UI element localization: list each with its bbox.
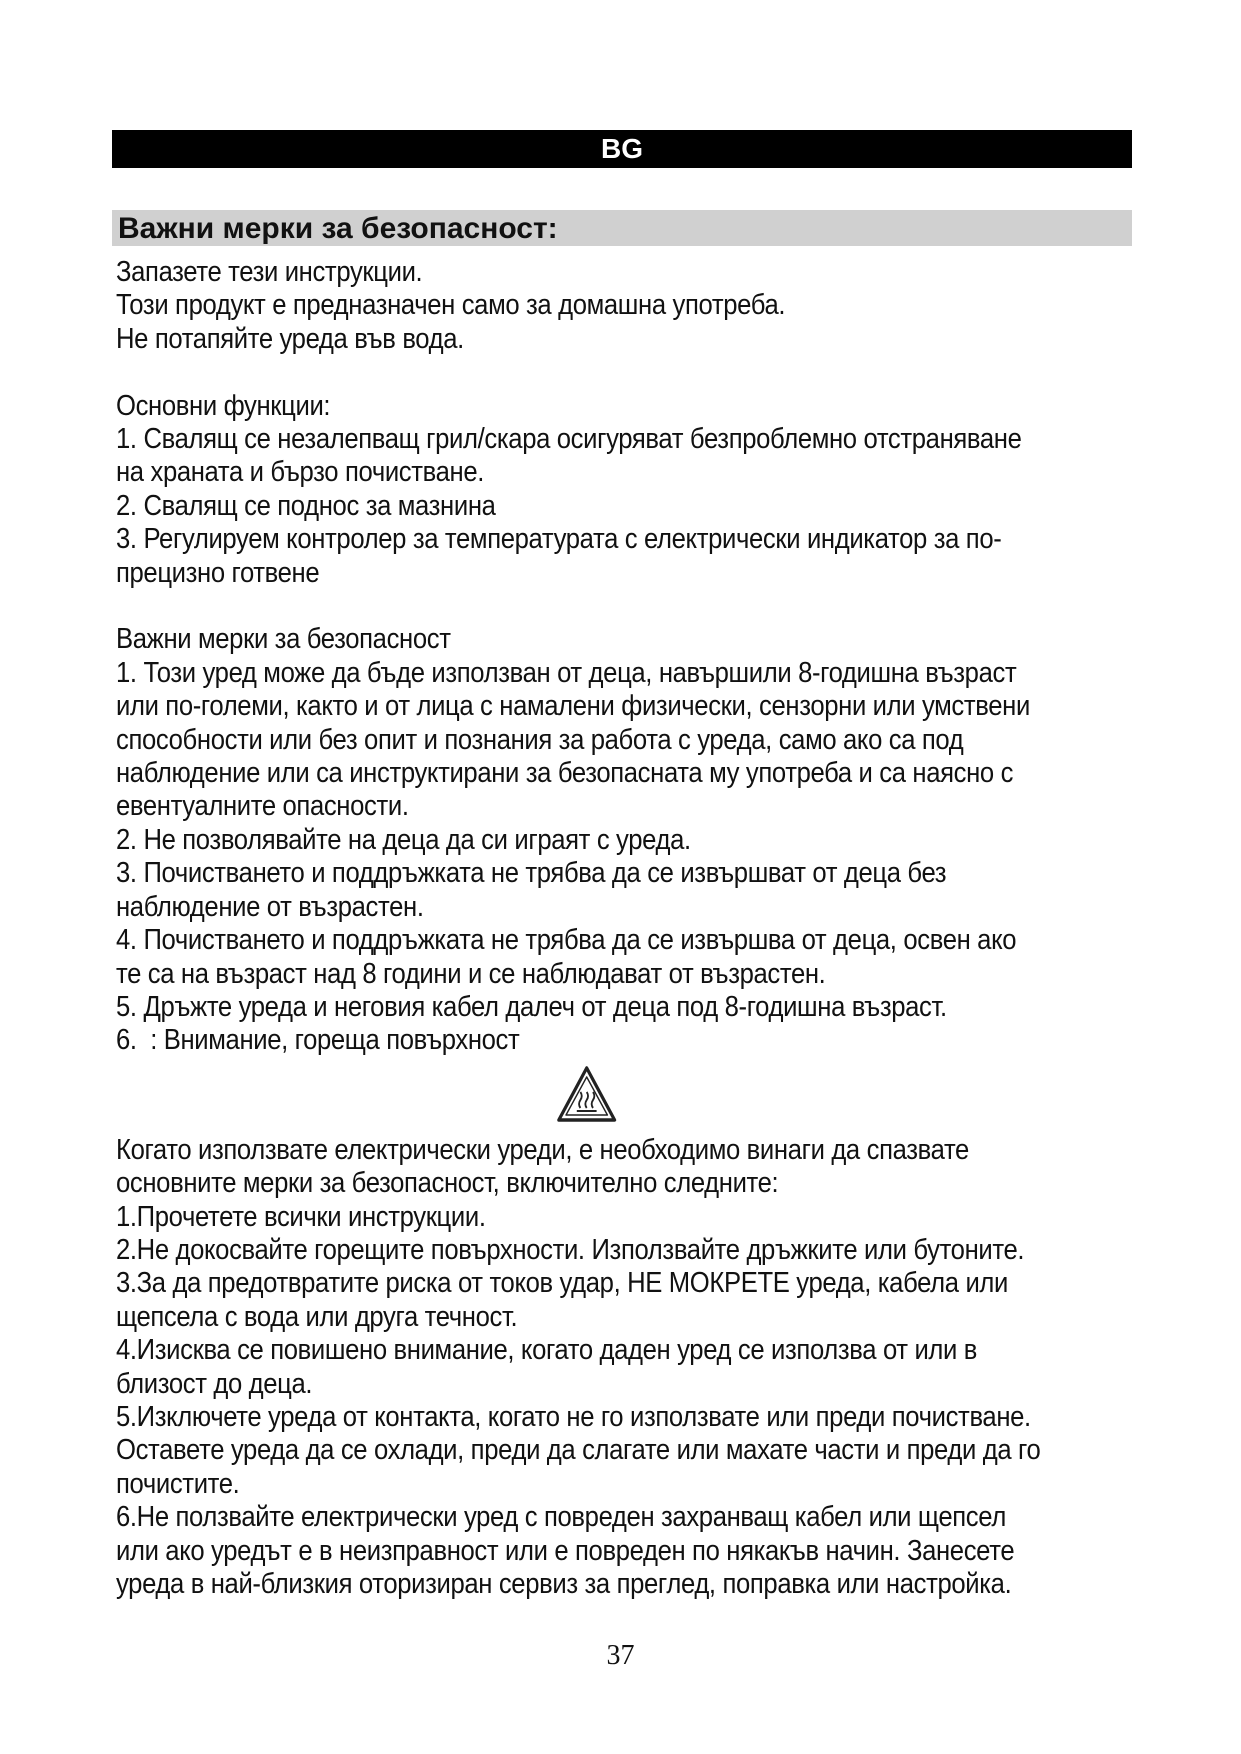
general-item: 2.Не докосвайте горещите повърхности. Използвайте дръжките или бутоните. bbox=[116, 1233, 1025, 1266]
safety-title: Важни мерки за безопасност bbox=[116, 623, 451, 656]
language-header-bar bbox=[112, 130, 1132, 168]
hot-surface-warning-icon bbox=[555, 1064, 618, 1124]
general-item: 5.Изключете уреда от контакта, когато не го използвате или преди почистване. Оставете уреда да се охлади, преди да слагате или махате части и преди да го почистите. bbox=[116, 1400, 1048, 1500]
safety-item: 3. Почистването и поддръжката не трябва да се извършват от деца без наблюдение от възрастен. bbox=[116, 857, 953, 923]
general-item: 1.Прочетете всички инструкции. bbox=[116, 1200, 486, 1233]
functions-title: Основни функции: bbox=[116, 389, 331, 422]
intro-line: Не потапяйте уреда във вода. bbox=[116, 322, 464, 355]
safety-item: 2. Не позволявайте на деца да си играят с уреда. bbox=[116, 823, 691, 856]
section-heading: Важни мерки за безопасност: bbox=[112, 210, 1132, 246]
general-intro: Когато използвате електрически уреди, е необходимо винаги да спазвате основните мерки за безопасност, включително следните: bbox=[116, 1133, 976, 1200]
document-body bbox=[116, 256, 1048, 1601]
safety-item: 5. Дръжте уреда и неговия кабел далеч от деца под 8-годишна възраст. bbox=[116, 990, 947, 1023]
safety-item: 1. Този уред може да бъде използван от деца, навършили 8-годишна възраст или по-големи, както и от лица с намалени физически, сензорни или умствени способности или без опит и познания за работа с уреда, само ако са под наблюдение или са инструктирани за безопасната му употреба и са наясно с евентуалните опасности. bbox=[116, 656, 1037, 823]
functions-item: 1. Свалящ се незалепващ грил/скара осигуряват безпроблемно отстраняване на храната и бързо почистване. bbox=[116, 423, 1029, 489]
general-item: 3.За да предотвратите риска от токов удар, НЕ МОКРЕТЕ уреда, кабела или щепсела с вода или друга течност. bbox=[116, 1267, 1015, 1333]
safety-item: 4. Почистването и поддръжката не трябва да се извършва от деца, освен ако те са на възраст над 8 години и се наблюдават от възрастен. bbox=[116, 924, 1023, 990]
page-number: 37 bbox=[606, 1640, 635, 1671]
intro-line: Този продукт е предназначен само за домашна употреба. bbox=[116, 289, 786, 322]
functions-item: 3. Регулируем контролер за температурата с електрически индикатор за по-прецизно готвене bbox=[116, 523, 1002, 589]
general-item: 4.Изисква се повишено внимание, когато даден уред се използва от или в близост до деца. bbox=[116, 1334, 984, 1400]
intro-line: Запазете тези инструкции. bbox=[116, 256, 423, 288]
general-item: 6.Не ползвайте електрически уред с повреден захранващ кабел или щепсел или ако уредът е в неизправност или е повреден по някакъв начин. Занесете уреда в най-близкия оторизиран сервиз за преглед, поправка или настройка. bbox=[116, 1501, 1022, 1600]
functions-item: 2. Свалящ се поднос за мазнина bbox=[116, 489, 496, 522]
safety-item: 6. : Внимание, гореща повърхност bbox=[116, 1024, 520, 1057]
language-code: BG bbox=[601, 133, 643, 164]
